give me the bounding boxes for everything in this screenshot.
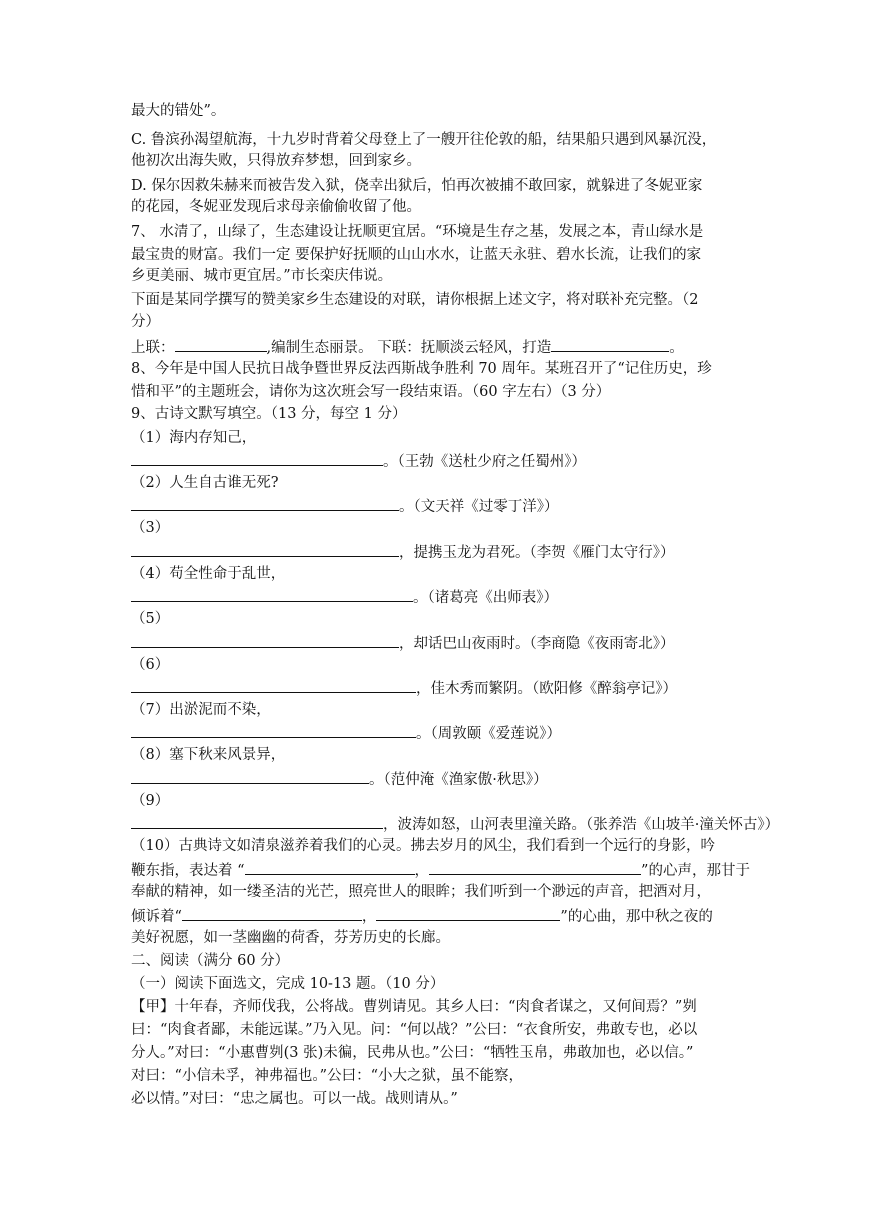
poem-8-source: 。（范仲淹《渔家傲·秋思》）	[369, 772, 548, 788]
option-d-line-1: D. 保尔因救朱赫来而被告发入狱，侥幸出狱后，怕再次被捕不敢回家，就躲进了冬妮亚家	[131, 178, 703, 194]
passage-line: 对曰：“小信未孚，神弗福也。”公曰：“小大之狱，虽不能察，	[131, 1068, 523, 1084]
question-8-line-2: 惜和平”的主题班会，请你为这次班会写一段结束语。（60 字左右）（3 分）	[131, 384, 611, 400]
question-9-heading: 9、古诗文默写填空。（13 分，每空 1 分）	[131, 406, 407, 422]
upper-couplet-blank[interactable]	[175, 336, 267, 352]
poem-10-line-5: 美好祝愿，如一茎幽幽的荷香，芬芳历史的长廊。	[131, 930, 450, 946]
poem-10-blank-1[interactable]	[245, 859, 415, 875]
passage-line: 【甲】十年春，齐师伐我，公将战。曹刿请见。其乡人曰：“肉食者谋之，又何间焉？”刿	[131, 999, 697, 1015]
poem-10-blank-4[interactable]	[376, 905, 560, 921]
question-7-line-5: 分）	[131, 314, 160, 330]
poem-10-comma: ，	[414, 863, 430, 879]
passage-line: 必以情。”对曰：“忠之属也。可以一战。战则请从。”	[131, 1091, 458, 1107]
poem-3-answer-line	[131, 541, 741, 563]
poem-6-source: ，佳木秀而繁阴。（欧阳修《醉翁亭记》）	[416, 681, 677, 697]
lower-couplet-blank[interactable]	[551, 336, 669, 352]
poem-4-answer-line	[131, 586, 741, 608]
section-2-sub-heading: （一）阅读下面选文，完成 10-13 题。（10 分）	[131, 976, 445, 992]
couplet-upper-label: 上联：	[131, 340, 175, 356]
poem-6-prompt: （6）	[131, 657, 170, 673]
poem-9-blank[interactable]	[131, 813, 383, 829]
poem-7-blank[interactable]	[131, 722, 416, 738]
question-8-line-1: 8、今年是中国人民抗日战争暨世界反法西斯战争胜利 70 周年。某班召开了“记住历史，珍	[131, 361, 712, 377]
poem-1-answer-line	[131, 450, 741, 472]
poem-9-prompt: （9）	[131, 793, 170, 809]
poem-5-blank[interactable]	[131, 632, 399, 648]
question-7-line-1: 7、 水清了，山绿了，生态建设让抚顺更宜居。“环境是生存之基，发展之本，青山绿水是	[131, 224, 704, 240]
poem-10-text: ”的心声，那甘于	[641, 863, 750, 879]
poem-10-line-3: 奉献的精神，如一缕圣洁的光芒，照亮世人的眼眸；我们听到一个渺远的声音，把酒对月，	[131, 884, 711, 900]
question-7-line-4: 下面是某同学撰写的赞美家乡生态建设的对联，请你根据上述文字，将对联补充完整。（2	[131, 292, 699, 308]
poem-10-blank-3[interactable]	[182, 905, 362, 921]
section-2-heading: 二、阅读（满分 60 分）	[131, 953, 290, 969]
poem-10-line-4	[131, 905, 741, 927]
poem-10-comma: ，	[361, 909, 377, 925]
poem-9-answer-line	[131, 813, 780, 835]
poem-4-prompt: （4）苟全性命于乱世，	[131, 566, 286, 582]
poem-3-blank[interactable]	[131, 541, 399, 557]
text-line: 最大的错处”。	[131, 103, 226, 119]
poem-10-text: ”的心曲，那中秋之夜的	[560, 909, 713, 925]
poem-10-line-1: （10）古典诗文如清泉滋养着我们的心灵。拂去岁月的风尘，我们看到一个远行的身影，吟	[131, 838, 715, 854]
poem-9-source: ，波涛如怒，山河表里潼关路。（张养浩《山坡羊·潼关怀古》）	[383, 817, 780, 833]
poem-10-text: 倾诉着“	[131, 909, 182, 925]
poem-8-prompt: （8）塞下秋来风景异，	[131, 747, 286, 763]
poem-8-answer-line	[131, 768, 741, 790]
poem-5-answer-line	[131, 632, 741, 654]
poem-7-source: 。（周敦颐《爱莲说》）	[416, 726, 561, 742]
couplet-middle-text: ,编制生态丽景。 下联：抚顺淡云轻风，打造	[266, 340, 552, 356]
poem-2-prompt: （2）人生自古谁无死?	[131, 475, 279, 491]
poem-2-source: 。（文天祥《过零丁洋》）	[399, 499, 559, 515]
poem-4-source: 。（诸葛亮《出师表》）	[413, 590, 558, 606]
couplet-line	[131, 336, 741, 358]
poem-7-answer-line	[131, 722, 741, 744]
poem-2-blank[interactable]	[131, 495, 399, 511]
option-c-line-1: C. 鲁滨孙渴望航海，十九岁时背着父母登上了一艘开往伦敦的船，结果船只遇到风暴沉没，	[131, 132, 717, 148]
couplet-end: 。	[669, 340, 684, 356]
poem-3-prompt: （3）	[131, 520, 170, 536]
question-7-line-2: 最宝贵的财富。我们一定 要保护好抚顺的山山水水，让蓝天永驻、碧水长流，让我们的家	[131, 247, 702, 263]
poem-5-prompt: （5）	[131, 611, 170, 627]
poem-8-blank[interactable]	[131, 768, 369, 784]
poem-4-blank[interactable]	[131, 586, 413, 602]
poem-5-source: ，却话巴山夜雨时。（李商隐《夜雨寄北》）	[399, 636, 675, 652]
poem-2-answer-line	[131, 495, 741, 517]
poem-1-prompt: （1）海内存知己，	[131, 430, 257, 446]
poem-10-text: 鞭东指，表达着 “	[131, 863, 245, 879]
question-7-line-3: 乡更美丽、城市更宜居。”市长栾庆伟说。	[131, 268, 393, 284]
poem-10-blank-2[interactable]	[429, 859, 641, 875]
poem-6-answer-line	[131, 677, 741, 699]
poem-1-source: 。（王勃《送杜少府之任蜀州》）	[383, 454, 586, 470]
passage-line: 分人。”对曰：“小惠曹刿(3 张)未徧，民弗从也。”公曰：“牺牲玉帛，弗敢加也，必以信。”	[131, 1045, 694, 1061]
poem-1-blank[interactable]	[131, 450, 383, 466]
option-c-line-2: 他初次出海失败，只得放弃梦想，回到家乡。	[131, 153, 421, 169]
poem-10-line-2	[131, 859, 750, 881]
poem-7-prompt: （7）出淤泥而不染，	[131, 702, 271, 718]
poem-3-source: ，提携玉龙为君死。（李贺《雁门太守行》）	[399, 545, 675, 561]
option-d-line-2: 的花园，冬妮亚发现后求母亲偷偷收留了他。	[131, 199, 421, 215]
passage-line: 曰：“肉食者鄙，未能远谋。”乃入见。问：“何以战？”公曰：“衣食所安，弗敢专也，必以	[131, 1022, 698, 1038]
poem-6-blank[interactable]	[131, 677, 416, 693]
